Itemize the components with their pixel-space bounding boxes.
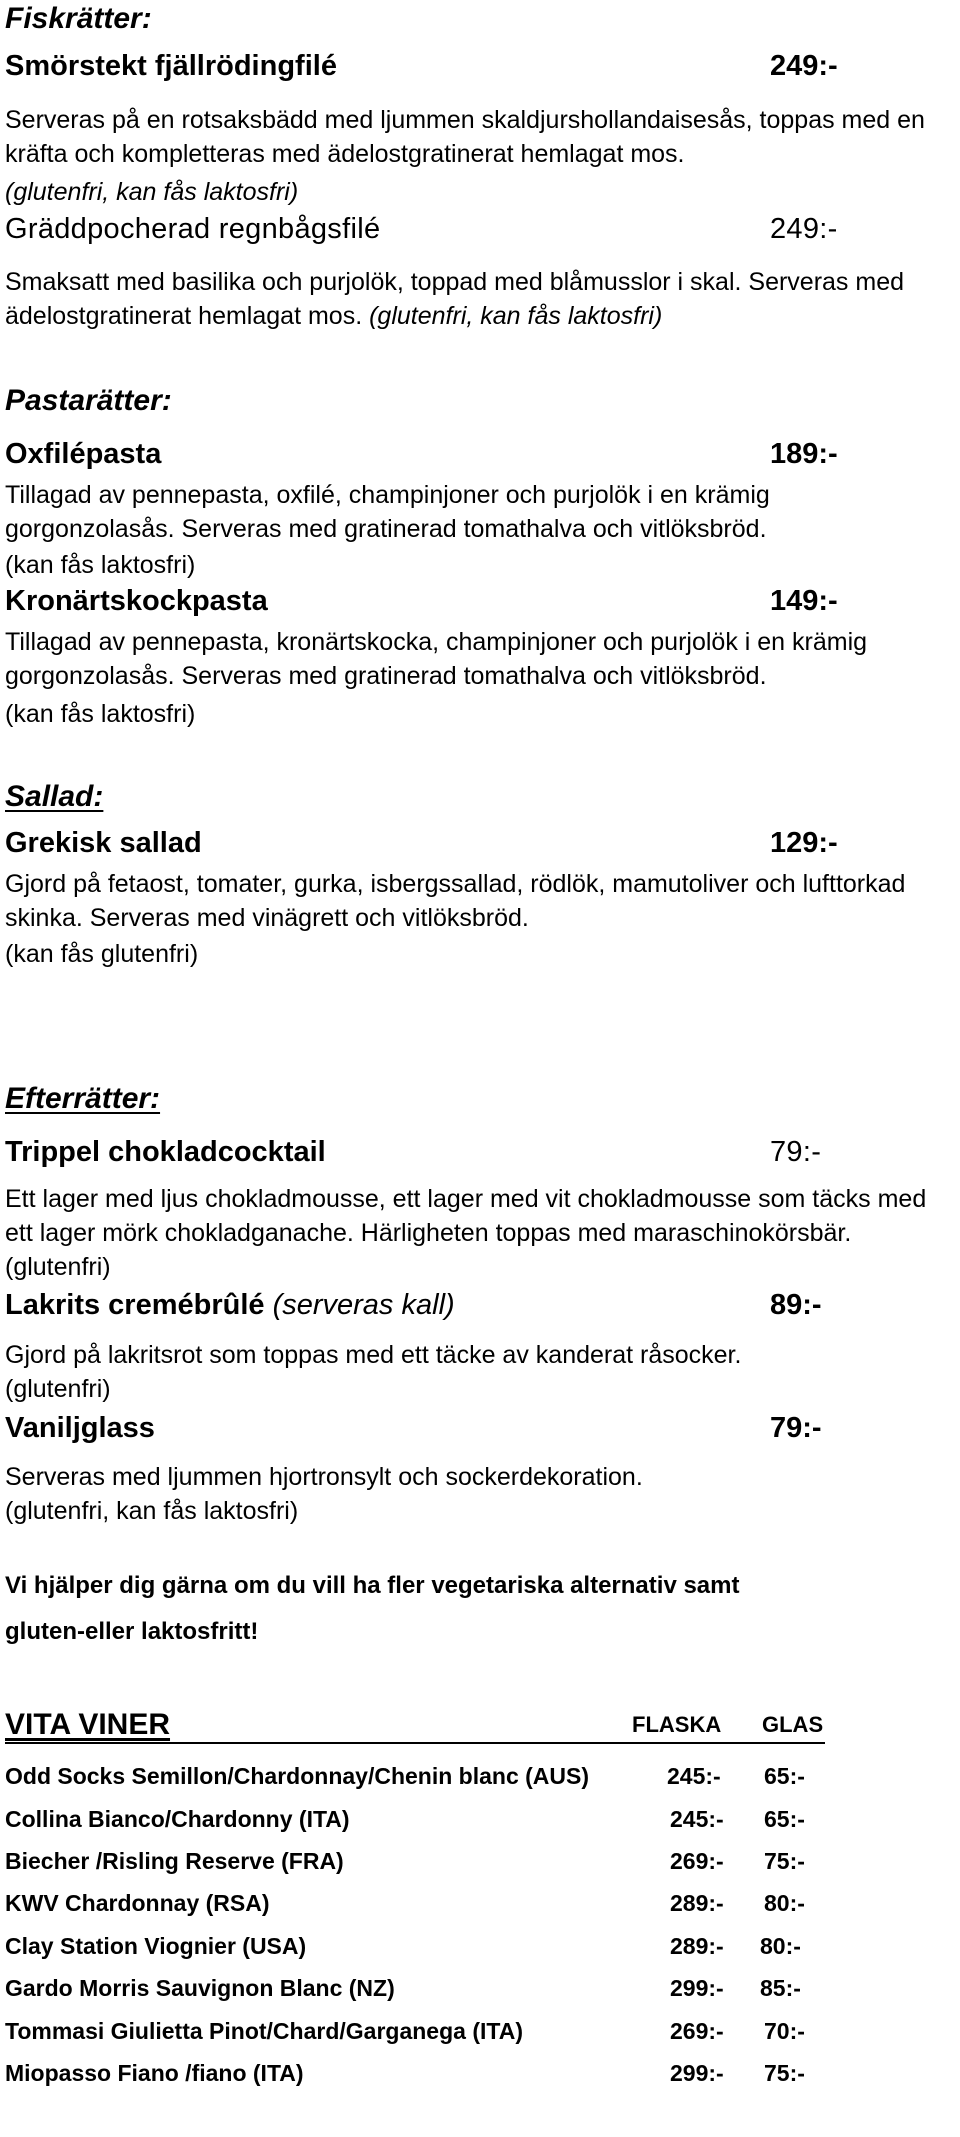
dish-name <box>5 1289 455 1322</box>
dish-name: Vaniljglass <box>5 1412 155 1444</box>
wine-bottle-price: 269:- <box>670 2018 724 2044</box>
dish-description: Tillagad av pennepasta, kronärtskocka, champinjoner och purjolök i en krämig gorgonzolasås. Serveras med gratinerad tomathalva och vitlöksbröd. <box>5 628 868 690</box>
dish-name: Kronärtskockpasta <box>5 585 268 617</box>
dish-name: Smörstekt fjällrödingfilé <box>5 50 337 82</box>
dish-price: 149:- <box>770 585 838 617</box>
wine-glass-price: 75:- <box>764 1848 805 1874</box>
wine-glass-price: 75:- <box>764 2060 805 2086</box>
wine-bottle-price: 245:- <box>670 1806 724 1832</box>
section-heading-sallad: Sallad: <box>5 780 104 813</box>
col-glass-header: GLAS <box>762 1712 824 1737</box>
wine-header-rule <box>5 1742 825 1744</box>
wine-heading: VITA VINER <box>5 1708 171 1741</box>
dish-price: 249:- <box>770 213 838 245</box>
dish-price: 249:- <box>770 50 838 82</box>
wine-bottle-price: 299:- <box>670 2060 724 2086</box>
dish-name-text: Lakrits cremébrûlé <box>5 1289 265 1321</box>
wine-bottle-price: 269:- <box>670 1848 724 1874</box>
wine-glass-price: 70:- <box>764 2018 805 2044</box>
dish-description-text: Smaksatt med basilika och purjolök, toppad med blåmusslor i skal. Serveras med ädelostgratinerat hemlagat mos. <box>5 268 905 330</box>
notice-line: Vi hjälper dig gärna om du vill ha fler vegetariska alternativ samt <box>5 1572 740 1599</box>
wine-glass-price: 65:- <box>764 1806 805 1832</box>
dish-price: 189:- <box>770 438 838 470</box>
wine-name: Biecher /Risling Reserve (FRA) <box>5 1848 344 1874</box>
dish-note: (glutenfri, kan fås laktosfri) <box>5 1497 299 1525</box>
section-heading-fisk: Fiskrätter: <box>5 2 152 35</box>
dish-note: (kan fås glutenfri) <box>5 940 199 968</box>
wine-name: KWV Chardonnay (RSA) <box>5 1890 270 1916</box>
dish-price: 89:- <box>770 1289 822 1321</box>
wine-glass-price: 85:- <box>760 1975 801 2001</box>
wine-glass-price: 80:- <box>764 1890 805 1916</box>
wine-name: Collina Bianco/Chardonny (ITA) <box>5 1806 350 1832</box>
wine-glass-price: 65:- <box>764 1763 805 1789</box>
dish-price: 129:- <box>770 827 838 859</box>
notice-line: gluten-eller laktosfritt! <box>5 1618 259 1645</box>
section-heading-efter: Efterrätter: <box>5 1082 161 1115</box>
wine-name: Miopasso Fiano /fiano (ITA) <box>5 2060 304 2086</box>
dish-note: (kan fås laktosfri) <box>5 700 196 728</box>
wine-name: Clay Station Viognier (USA) <box>5 1933 307 1959</box>
dish-description: Serveras på en rotsaksbädd med ljummen skaldjurshollandaisesås, toppas med en kräfta och kompletteras med ädelostgratinerat hemlagat mos. <box>5 106 925 168</box>
dish-note: (glutenfri, kan fås laktosfri) <box>5 178 299 206</box>
wine-bottle-price: 289:- <box>670 1933 724 1959</box>
dish-price: 79:- <box>770 1412 822 1444</box>
dish-name: Oxfilépasta <box>5 438 162 470</box>
dish-description: Gjord på lakritsrot som toppas med ett täcke av kanderat råsocker. <box>5 1341 742 1369</box>
wine-glass-price: 80:- <box>760 1933 801 1959</box>
dish-name-suffix: (serveras kall) <box>272 1289 455 1321</box>
col-bottle-header: FLASKA <box>632 1712 722 1737</box>
dish-note: (glutenfri, kan fås laktosfri) <box>369 302 663 330</box>
dish-price: 79:- <box>770 1136 822 1168</box>
wine-bottle-price: 289:- <box>670 1890 724 1916</box>
dish-note: (kan fås laktosfri) <box>5 551 196 579</box>
dish-description <box>5 265 935 333</box>
wine-name: Tommasi Giulietta Pinot/Chard/Garganega (ITA) <box>5 2018 523 2044</box>
wine-bottle-price: 299:- <box>670 1975 724 2001</box>
dish-description: Gjord på fetaost, tomater, gurka, isbergssallad, rödlök, mamutoliver och lufttorkad skinka. Serveras med vinägrett och vitlöksbröd. <box>5 870 906 932</box>
dish-name: Trippel chokladcocktail <box>5 1136 326 1168</box>
wine-bottle-price: 245:- <box>667 1763 721 1789</box>
section-heading-pasta: Pastarätter: <box>5 384 172 417</box>
dish-note: (glutenfri) <box>5 1375 111 1403</box>
dish-name: Grekisk sallad <box>5 827 202 859</box>
dish-description: Tillagad av pennepasta, oxfilé, champinjoner och purjolök i en krämig gorgonzolasås. Serveras med gratinerad tomathalva och vitlöksbröd. <box>5 481 770 543</box>
dish-name: Gräddpocherad regnbågsfilé <box>5 213 381 245</box>
wine-name: Gardo Morris Sauvignon Blanc (NZ) <box>5 1975 395 2001</box>
wine-name: Odd Socks Semillon/Chardonnay/Chenin blanc (AUS) <box>5 1763 590 1789</box>
dish-description: Ett lager med ljus chokladmousse, ett lager med vit chokladmousse som täcks med ett lager mörk chokladganache. Härligheten toppas med maraschinokörsbär. (glutenfri) <box>5 1185 927 1281</box>
dish-description: Serveras med ljummen hjortronsylt och sockerdekoration. <box>5 1463 643 1491</box>
